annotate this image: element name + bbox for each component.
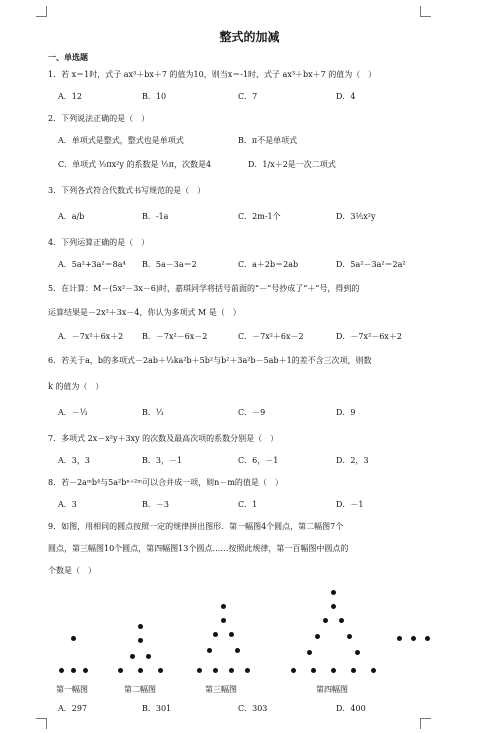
question-6-text-line1: 6．若关于a，b的多项式－2ab＋⅓ka²b＋5b²与b²＋3a²b－5ab＋1的差不含三次项，则数: [48, 356, 372, 365]
crop-mark-top-left: [36, 6, 47, 17]
option-b[interactable]: B．10: [142, 92, 167, 101]
dot: [291, 668, 296, 673]
option-b[interactable]: B．3，－1: [142, 456, 183, 465]
dot: [83, 668, 88, 673]
dot: [351, 668, 356, 673]
dot: [221, 618, 226, 623]
question-9-text-line2: 圆点，第三幅图10个圆点，第四幅图13个圆点……按照此规律，第一百幅图中圆点的: [48, 544, 349, 553]
section-heading: 一、单选题: [48, 52, 88, 62]
dot: [307, 650, 312, 655]
option-d[interactable]: D．3⅕x²y: [336, 212, 376, 221]
option-d[interactable]: D．400: [336, 704, 366, 713]
dot: [371, 668, 376, 673]
question-8-text: 8．若－2aᵐb⁴与5a²bⁿ⁺²ᵐ可以合并成一项，则n－m的值是（ ）: [48, 478, 283, 487]
option-a[interactable]: A．12: [58, 92, 82, 101]
dot: [229, 632, 234, 637]
dot: [213, 668, 218, 673]
option-a[interactable]: A．3: [58, 500, 77, 509]
dot: [347, 634, 352, 639]
option-a[interactable]: A．－⅓: [58, 408, 88, 417]
option-c[interactable]: C．a＋2b＝2ab: [238, 260, 299, 269]
option-b[interactable]: B．301: [142, 704, 172, 713]
dot: [235, 648, 240, 653]
dot: [130, 654, 135, 659]
page-title: 整式的加减: [219, 30, 280, 44]
dot: [197, 668, 202, 673]
question-5-text-line1: 5．在计算：M－(5x²－3x－6)时，嘉琪同学将括号前面的“－”号抄成了“＋”号，得到的: [48, 284, 360, 293]
dot: [425, 636, 430, 641]
question-5-text-line2: 运算结果是－2x²＋3x－4，你认为多项式 M 是（ ）: [48, 308, 241, 317]
crop-mark-bottom-left: [36, 718, 47, 729]
figure-1-caption: 第一幅图: [56, 685, 88, 694]
option-a[interactable]: A．a/b: [58, 212, 85, 221]
dot: [221, 604, 226, 609]
question-3-text: 3．下列各式符合代数式书写规范的是（ ）: [48, 186, 206, 195]
option-d[interactable]: D．1/x＋2是一次二项式: [248, 160, 336, 169]
option-a[interactable]: A．单项式是整式，整式也是单项式: [58, 136, 184, 145]
dot: [158, 668, 163, 673]
option-c[interactable]: C．1: [238, 500, 258, 509]
option-c[interactable]: C．2m-1个: [238, 212, 281, 221]
option-c[interactable]: C．－7x²＋6x－2: [238, 332, 304, 341]
option-b[interactable]: B．5a－3a＝2: [142, 260, 197, 269]
figure-2-caption: 第二幅图: [124, 685, 156, 694]
option-c[interactable]: C．6，－1: [238, 456, 279, 465]
dot: [331, 668, 336, 673]
dot: [245, 668, 250, 673]
question-7-text: 7．多项式 2x－x²y＋3xy 的次数及最高次项的系数分别是（ ）: [48, 434, 279, 443]
crop-mark-bottom-right: [420, 718, 431, 729]
option-b[interactable]: B．⅓: [142, 408, 164, 417]
dot: [339, 618, 344, 623]
dot: [59, 668, 64, 673]
option-b[interactable]: B．－3: [142, 500, 169, 509]
dot: [207, 648, 212, 653]
question-1-text: 1．若 x＝1时，式子 ax³＋bx＋7 的值为10，则当x＝-1时，式子 ax³＋bx＋7 的值为（ ）: [48, 70, 377, 79]
dot: [138, 638, 143, 643]
option-c[interactable]: C．单项式 ½πx²y 的系数是 ½π，次数是4: [58, 160, 212, 169]
question-9-text-line3: 个数是（ ）: [48, 566, 96, 575]
dot: [146, 654, 151, 659]
dot: [331, 604, 336, 609]
dot: [213, 632, 218, 637]
option-a[interactable]: A．297: [58, 704, 88, 713]
option-a[interactable]: A．－7x²＋6x＋2: [58, 332, 124, 341]
option-d[interactable]: D．－1: [336, 500, 364, 509]
dot: [71, 668, 76, 673]
figure-4-caption: 第四幅图: [316, 685, 348, 694]
dot: [138, 624, 143, 629]
dot: [71, 636, 76, 641]
option-d[interactable]: D．9: [336, 408, 356, 417]
option-a[interactable]: A．3，3: [58, 456, 90, 465]
dot: [138, 668, 143, 673]
option-b[interactable]: B．－7x²－6x－2: [142, 332, 208, 341]
dot: [315, 634, 320, 639]
question-9-text-line1: 9．如图，用相同的圆点按照一定的规律拼出图形．第一幅图4个圆点，第二幅图7个: [48, 522, 344, 531]
option-d[interactable]: D．5a²－3a²＝2a²: [336, 260, 406, 269]
question-6-text-line2: k 的值为（ ）: [48, 382, 104, 391]
dot: [323, 618, 328, 623]
question-2-text: 2．下列说法正确的是（ ）: [48, 114, 150, 123]
dot: [331, 590, 336, 595]
dot: [355, 650, 360, 655]
option-c[interactable]: C．303: [238, 704, 268, 713]
crop-mark-top-right: [420, 6, 431, 17]
dot: [397, 636, 402, 641]
option-b[interactable]: B．-1a: [142, 212, 169, 221]
dot: [311, 668, 316, 673]
dot: [229, 668, 234, 673]
option-b[interactable]: B．π不是单项式: [238, 136, 298, 145]
dot: [118, 668, 123, 673]
option-d[interactable]: D．－7x²－6x＋2: [336, 332, 402, 341]
figure-3-caption: 第三幅图: [205, 685, 237, 694]
option-d[interactable]: D．4: [336, 92, 356, 101]
question-4-text: 4．下列运算正确的是（ ）: [48, 238, 150, 247]
option-c[interactable]: C．7: [238, 92, 258, 101]
option-c[interactable]: C．－9: [238, 408, 266, 417]
option-d[interactable]: D．2，3: [336, 456, 369, 465]
dot: [411, 636, 416, 641]
option-a[interactable]: A．5a²+3a²＝8a⁴: [58, 260, 126, 269]
